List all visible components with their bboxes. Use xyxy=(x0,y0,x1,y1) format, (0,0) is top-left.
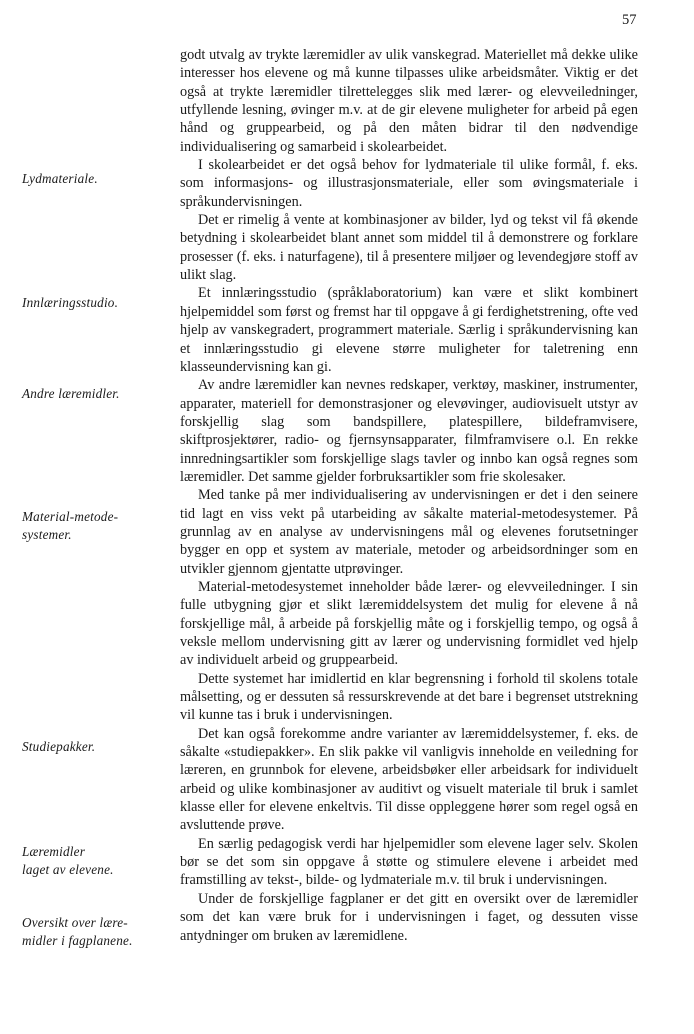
paragraph: En særlig pedagogisk verdi har hjelpemidler som elevene lager selv. Skolen bør se det som sin oppgave å støtte og stimulere elevene i arbeidet med framstilling av tekst-, bilde- og lydmateriale m.v. til bruk i undervisningen. xyxy=(180,835,638,889)
paragraph: Material-metodesystemet inneholder både lærer- og elevveiledninger. I sin fulle utbygning gjør et slikt læremiddelsystem det mulig for elevene å nå forskjellige mål, å arbeide på forskjellig måte og i forskjellig tempo, og også å veksle mellom undervisning gitt av lærer og undervisning formidlet ved hjelp av individuelt arbeid og gruppearbeid. xyxy=(180,578,638,669)
paragraph: Et innlæringsstudio (språklaboratorium) kan være et slikt kombinert hjelpemiddel som først og fremst har til oppgave å gi ferdighetstrening, ofte ved hjelp av vanskegradert, programmert materiale. Særlig i språkundervisning kan et innlæringsstudio gi elevene større muligheter for taletrening enn klasseundervisning kan gi. xyxy=(180,285,638,375)
paragraph: I skolearbeidet er det også behov for lydmateriale til ulike formål, f. eks. som informasjons- og illustrasjonsmateriale, eller som øvingsmateriale i språkundervisningen. xyxy=(180,157,638,210)
body-text xyxy=(180,46,638,945)
paragraph: Det kan også forekomme andre varianter av læremiddelsystemer, f. eks. de såkalte «studiepakker». En slik pakke vil vanligvis inneholde en veiledning for læreren, en grunnbok for elevene, arbeidsbøker eller arbeidsark for individuelt arbeid og ulike kombinasjoner av auditivt og visuelt materiale til bruk i samlet klasse eller for elevene enkeltvis. Til disse oppleggene hører som regel også en avsluttende prøve. xyxy=(180,725,638,834)
margin-note-studiepakker: Studiepakker. xyxy=(22,739,96,754)
paragraph: Under de forskjellige fagplaner er det gitt en oversikt over de læremidler som det kan være bruk for i undervisningen i faget, og dessuten visse antydninger om bruken av læremidlene. xyxy=(180,890,638,944)
margin-note-lydmateriale: Lydmateriale. xyxy=(22,171,98,186)
margin-note-laeremidler-laget-av-elevene: Læremidler laget av elevene. xyxy=(22,844,114,877)
paragraph: Av andre læremidler kan nevnes redskaper, verktøy, maskiner, instrumenter, apparater, materiell for demonstrasjoner og elevøvinger, audiovisuelt utstyr av forskjellig slag som bandspillere, platespillere, bildeframvisere, skiftprosjektører, radio- og fjernsynsapparater, filmframvisere o.l. En rekke innredningsartikler som forskjellige slags tavler og innbo kan også regnes som læremidler. Det samme gjelder forbruksartikler som frie skolesaker. xyxy=(180,377,638,485)
margin-note-andre-laeremidler: Andre læremidler. xyxy=(22,386,120,401)
paragraph: godt utvalg av trykte læremidler av ulik vanskegrad. Materiellet må dekke ulike interesser hos elevene og må kunne tilpasses ulike arbeidsmåter. Viktig er det også at trykte læremidler tilrettelegges slik med lærer- og elevveiledninger, utfyllende lesning, øvinger m.v. at de gir elevene muligheter for arbeid på egen hånd og gruppearbeid, og på den måten bidrar til den nødvendige individualisering og samarbeid i skolearbeidet. xyxy=(180,47,638,155)
page-number: 57 xyxy=(622,12,637,28)
margin-note-material-metodesystemer: Material-metode- systemer. xyxy=(22,509,119,542)
paragraph: Det er rimelig å vente at kombinasjoner av bilder, lyd og tekst vil få økende betydning i skolearbeidet blant annet som middel til å demonstrere og forklare prosesser (f. eks. i naturfagene), til å presentere miljøer og levendegjøre stoff av ulikt slag. xyxy=(180,212,638,284)
margin-note-oversikt-fagplanene: Oversikt over lære- midler i fagplanene. xyxy=(22,915,133,948)
paragraph: Med tanke på mer individualisering av undervisningen er det i den seinere tid lagt en viss vekt på utarbeiding av såkalte material-metodesystemer. På grunnlag av en analyse av undervisningens mål og elevenes forutsetninger bygger en opp et system av materiale, metoder og arbeidsordninger som en utvikler gjennom gjentatte utprøvinger. xyxy=(180,487,638,577)
paragraph: Dette systemet har imidlertid en klar begrensning i forhold til skolens totale målsetting, og er dessuten så ressurskrevende at det bare i begrenset utstrekning vil kunne tas i bruk i undervisningen. xyxy=(180,670,638,724)
margin-note-innlaeringsstudio: Innlæringsstudio. xyxy=(22,295,119,310)
